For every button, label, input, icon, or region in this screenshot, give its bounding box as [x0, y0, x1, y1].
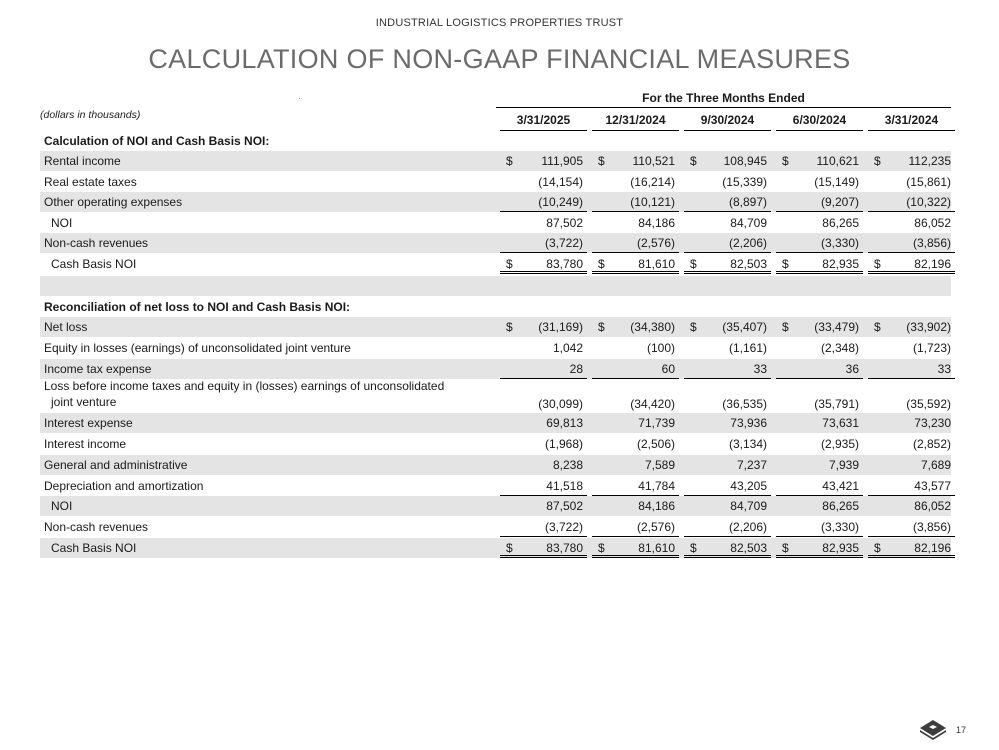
table-row — [40, 379, 951, 413]
column-header: 12/31/2024 — [592, 113, 679, 131]
currency-symbol: $ — [690, 320, 697, 334]
value-cell — [684, 151, 771, 171]
value-number: 71,739 — [638, 416, 675, 430]
value-number: (2,576) — [636, 520, 675, 534]
row-label: Loss before income taxes and equity in (losses) earnings of unconsolidated — [44, 379, 445, 393]
row-label: Cash Basis NOI — [51, 257, 137, 271]
value-cell — [500, 413, 587, 433]
value-number: (9,207) — [820, 195, 859, 209]
value-number: (2,506) — [636, 437, 675, 451]
value-number: 73,230 — [914, 416, 951, 430]
company-name: INDUSTRIAL LOGISTICS PROPERTIES TRUST — [375, 17, 624, 29]
table-row — [40, 434, 951, 454]
value-number: 82,503 — [730, 257, 767, 271]
value-number: (3,330) — [820, 520, 859, 534]
value-number: 1,042 — [552, 341, 583, 355]
value-cell — [868, 317, 955, 337]
currency-symbol: $ — [506, 257, 513, 271]
value-cell — [776, 192, 863, 212]
value-number: (36,535) — [722, 397, 767, 411]
value-number: 83,780 — [546, 257, 583, 271]
value-cell — [500, 434, 587, 454]
value-cell — [776, 213, 863, 233]
table-row — [40, 297, 951, 317]
value-number: (3,330) — [820, 236, 859, 250]
value-number: (2,576) — [636, 236, 675, 250]
value-cell — [776, 538, 863, 558]
row-label: Real estate taxes — [44, 175, 137, 189]
value-cell — [592, 213, 679, 233]
value-number: 73,936 — [730, 416, 767, 430]
company-logo-icon — [919, 719, 947, 741]
currency-symbol: $ — [782, 257, 789, 271]
value-cell — [500, 476, 587, 496]
row-label: Reconciliation of net loss to NOI and Cash Basis NOI: — [44, 300, 351, 314]
value-number: 86,265 — [822, 499, 859, 513]
value-cell — [684, 317, 771, 337]
value-cell — [500, 379, 587, 413]
value-cell — [776, 254, 863, 274]
table-row — [40, 151, 951, 171]
table-row — [40, 276, 951, 296]
value-cell — [592, 338, 679, 358]
value-number: 110,621 — [816, 154, 859, 168]
value-cell — [868, 151, 955, 171]
value-cell — [868, 538, 955, 558]
value-number: 87,502 — [546, 499, 583, 513]
currency-symbol: $ — [782, 541, 789, 555]
value-cell — [868, 517, 955, 537]
currency-symbol: $ — [874, 154, 881, 168]
value-number: 7,589 — [644, 458, 675, 472]
value-number: (100) — [646, 341, 675, 355]
value-cell — [684, 476, 771, 496]
row-label: Non-cash revenues — [44, 520, 149, 534]
value-cell — [592, 379, 679, 413]
value-number: (31,169) — [538, 320, 583, 334]
value-cell — [776, 455, 863, 475]
value-number: (1,723) — [912, 341, 951, 355]
value-number: 86,052 — [914, 499, 951, 513]
value-number: (35,592) — [906, 397, 951, 411]
column-header: 6/30/2024 — [776, 113, 863, 131]
value-cell — [868, 172, 955, 192]
value-cell — [684, 379, 771, 413]
value-number: (35,407) — [722, 320, 767, 334]
value-cell — [684, 233, 771, 253]
value-number: 8,238 — [552, 458, 583, 472]
value-cell — [776, 476, 863, 496]
value-number: 41,518 — [546, 479, 583, 493]
value-number: 82,503 — [730, 541, 767, 555]
row-label: Cash Basis NOI — [51, 541, 137, 555]
value-cell — [684, 172, 771, 192]
value-number: 43,421 — [822, 479, 859, 493]
value-cell — [500, 538, 587, 558]
value-number: 7,689 — [920, 458, 951, 472]
column-header: 3/31/2024 — [868, 113, 955, 131]
value-cell — [868, 455, 955, 475]
value-number: 41,784 — [638, 479, 675, 493]
currency-symbol: $ — [506, 541, 513, 555]
column-header: 9/30/2024 — [684, 113, 771, 131]
table-row — [40, 413, 951, 433]
value-number: (15,339) — [722, 175, 767, 189]
value-cell — [500, 233, 587, 253]
column-header: 3/31/2025 — [500, 113, 587, 131]
value-cell — [592, 476, 679, 496]
value-number: 86,265 — [822, 216, 859, 230]
value-number: 28 — [569, 362, 583, 376]
value-cell — [592, 413, 679, 433]
value-number: (3,856) — [912, 520, 951, 534]
value-cell — [592, 172, 679, 192]
value-cell — [684, 213, 771, 233]
value-number: (10,322) — [906, 195, 951, 209]
value-cell — [500, 496, 587, 516]
value-cell — [684, 192, 771, 212]
value-number: 60 — [661, 362, 675, 376]
value-cell — [776, 338, 863, 358]
table-row — [40, 455, 951, 475]
table-row — [40, 132, 951, 150]
value-cell — [500, 338, 587, 358]
stray-dot — [299, 98, 300, 99]
currency-symbol: $ — [598, 257, 605, 271]
value-cell — [592, 151, 679, 171]
value-number: (34,420) — [630, 397, 675, 411]
value-cell — [868, 233, 955, 253]
value-number: 69,813 — [546, 416, 583, 430]
value-cell — [500, 455, 587, 475]
value-cell — [592, 455, 679, 475]
value-number: 87,502 — [546, 216, 583, 230]
value-cell — [500, 517, 587, 537]
value-number: 81,610 — [638, 541, 675, 555]
value-cell — [868, 338, 955, 358]
currency-symbol: $ — [874, 320, 881, 334]
table-row — [40, 476, 951, 496]
currency-symbol: $ — [598, 154, 605, 168]
value-cell — [592, 317, 679, 337]
currency-symbol: $ — [874, 257, 881, 271]
value-cell — [776, 233, 863, 253]
currency-symbol: $ — [506, 320, 513, 334]
value-cell — [684, 517, 771, 537]
value-number: 7,237 — [736, 458, 767, 472]
row-label: Calculation of NOI and Cash Basis NOI: — [44, 134, 270, 148]
table-row — [40, 172, 951, 192]
value-number: (14,154) — [538, 175, 583, 189]
value-number: (15,861) — [906, 175, 951, 189]
row-label: Other operating expenses — [44, 195, 183, 209]
value-number: 43,205 — [730, 479, 767, 493]
value-cell — [592, 233, 679, 253]
row-label: Depreciation and amortization — [44, 479, 204, 493]
value-number: (1,968) — [544, 437, 583, 451]
value-number: 110,521 — [632, 154, 675, 168]
value-number: (3,134) — [728, 437, 767, 451]
currency-symbol: $ — [690, 257, 697, 271]
value-cell — [684, 538, 771, 558]
value-cell — [868, 213, 955, 233]
value-number: 7,939 — [828, 458, 859, 472]
value-cell — [868, 413, 955, 433]
value-cell — [776, 434, 863, 454]
value-number: 82,935 — [822, 541, 859, 555]
value-number: (15,149) — [814, 175, 859, 189]
value-number: 112,235 — [908, 154, 951, 168]
currency-symbol: $ — [690, 154, 697, 168]
currency-symbol: $ — [690, 541, 697, 555]
value-cell — [868, 476, 955, 496]
value-number: (1,161) — [728, 341, 767, 355]
table-row — [40, 233, 951, 253]
table-row — [40, 359, 951, 379]
value-number: 84,709 — [730, 216, 767, 230]
value-number: 43,577 — [914, 479, 951, 493]
units-note: (dollars in thousands) — [40, 109, 141, 121]
value-cell — [776, 359, 863, 379]
value-cell — [684, 413, 771, 433]
table-row — [40, 538, 951, 558]
value-number: 81,610 — [638, 257, 675, 271]
currency-symbol: $ — [598, 320, 605, 334]
row-label: Income tax expense — [44, 362, 152, 376]
value-cell — [592, 517, 679, 537]
value-number: 36 — [845, 362, 859, 376]
row-label: NOI — [51, 499, 73, 513]
value-number: (34,380) — [630, 320, 675, 334]
value-cell — [868, 434, 955, 454]
value-cell — [776, 151, 863, 171]
value-cell — [592, 192, 679, 212]
value-cell — [500, 151, 587, 171]
row-label: Non-cash revenues — [44, 236, 149, 250]
value-number: 84,186 — [638, 499, 675, 513]
value-number: 73,631 — [822, 416, 859, 430]
table-row — [40, 317, 951, 337]
value-cell — [776, 172, 863, 192]
table-row — [40, 517, 951, 537]
value-cell — [868, 192, 955, 212]
value-number: 111,905 — [541, 154, 583, 168]
value-cell — [868, 496, 955, 516]
value-cell — [684, 455, 771, 475]
value-cell — [500, 192, 587, 212]
value-number: (2,206) — [728, 236, 767, 250]
value-number: (2,852) — [912, 437, 951, 451]
period-header-rule — [496, 107, 951, 108]
value-number: 83,780 — [546, 541, 583, 555]
value-cell — [500, 213, 587, 233]
value-number: (30,099) — [538, 397, 583, 411]
table-row — [40, 254, 951, 274]
value-cell — [500, 172, 587, 192]
value-cell — [592, 496, 679, 516]
value-cell — [776, 517, 863, 537]
table-row — [40, 338, 951, 358]
value-cell — [500, 359, 587, 379]
table-row — [40, 213, 951, 233]
value-number: 33 — [753, 362, 767, 376]
currency-symbol: $ — [782, 154, 789, 168]
value-number: (2,935) — [820, 437, 859, 451]
row-label: NOI — [51, 216, 73, 230]
row-label: Equity in losses (earnings) of unconsolidated joint venture — [44, 341, 351, 355]
value-number: 86,052 — [914, 216, 951, 230]
value-cell — [868, 379, 955, 413]
value-cell — [592, 254, 679, 274]
value-cell — [776, 379, 863, 413]
row-label: Interest income — [44, 437, 127, 451]
value-cell — [684, 254, 771, 274]
value-number: 108,945 — [723, 154, 767, 168]
row-label: Interest expense — [44, 416, 133, 430]
currency-symbol: $ — [874, 541, 881, 555]
value-number: (3,722) — [544, 236, 583, 250]
value-number: (3,722) — [544, 520, 583, 534]
value-cell — [500, 317, 587, 337]
page-number: 17 — [956, 725, 967, 735]
row-label: Rental income — [44, 154, 121, 168]
row-label: General and administrative — [44, 458, 188, 472]
value-cell — [500, 254, 587, 274]
table-row — [40, 496, 951, 516]
period-header: For the Three Months Ended — [642, 91, 805, 105]
currency-symbol: $ — [598, 541, 605, 555]
value-number: (8,897) — [728, 195, 767, 209]
value-cell — [684, 338, 771, 358]
row-label: Net loss — [44, 320, 88, 334]
currency-symbol: $ — [782, 320, 789, 334]
value-number: (10,249) — [538, 195, 583, 209]
value-cell — [868, 359, 955, 379]
value-number: 84,709 — [730, 499, 767, 513]
value-cell — [592, 538, 679, 558]
value-cell — [776, 413, 863, 433]
value-number: 84,186 — [638, 216, 675, 230]
value-number: (35,791) — [814, 397, 859, 411]
value-cell — [868, 254, 955, 274]
value-number: (33,902) — [906, 320, 951, 334]
value-number: 33 — [937, 362, 951, 376]
value-number: 82,196 — [914, 257, 951, 271]
value-number: (3,856) — [912, 236, 951, 250]
row-label-continuation: joint venture — [51, 395, 117, 409]
value-number: 82,196 — [914, 541, 951, 555]
value-number: (16,214) — [630, 175, 675, 189]
value-cell — [592, 434, 679, 454]
value-number: (33,479) — [814, 320, 859, 334]
value-cell — [684, 496, 771, 516]
column-headers — [496, 113, 951, 131]
value-cell — [776, 317, 863, 337]
table-row — [40, 192, 951, 212]
page-title: CALCULATION OF NON-GAAP FINANCIAL MEASURES — [148, 44, 851, 74]
value-cell — [592, 359, 679, 379]
value-number: (2,348) — [820, 341, 859, 355]
value-number: (2,206) — [728, 520, 767, 534]
value-number: 82,935 — [822, 257, 859, 271]
value-number: (10,121) — [630, 195, 675, 209]
value-cell — [684, 434, 771, 454]
currency-symbol: $ — [506, 154, 513, 168]
value-cell — [776, 496, 863, 516]
value-cell — [684, 359, 771, 379]
